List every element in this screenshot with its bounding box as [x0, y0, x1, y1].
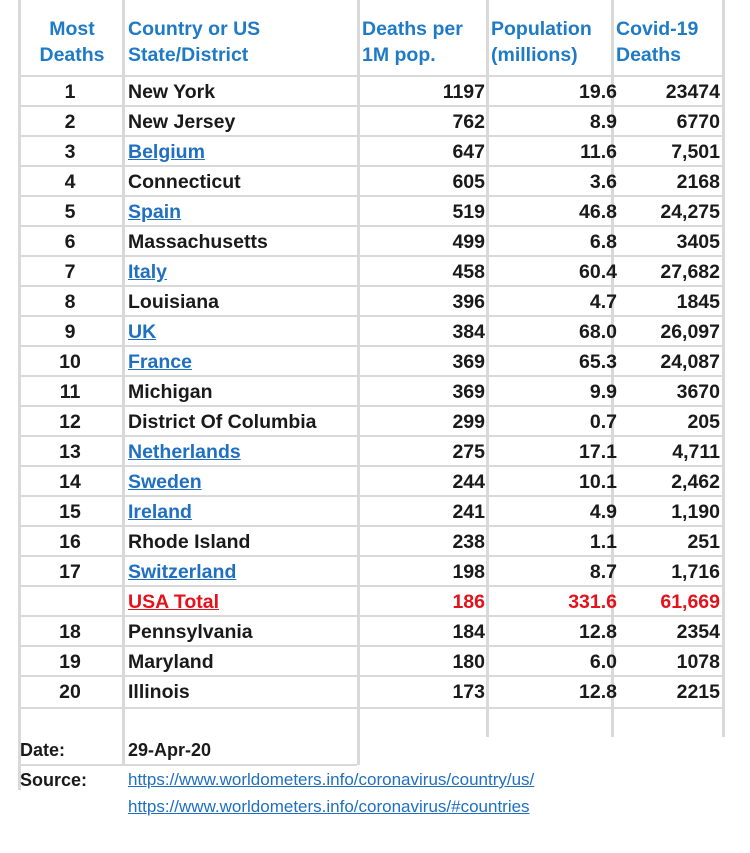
- region-name: Pennsylvania: [128, 621, 253, 643]
- deaths-cell: 1078: [676, 651, 720, 673]
- rank-cell: 12: [59, 411, 81, 433]
- deaths-cell: 26,097: [660, 321, 720, 343]
- source-label: Source:: [20, 770, 88, 790]
- rank-cell: 6: [64, 231, 76, 253]
- table-row: [20, 435, 725, 467]
- table-row: [20, 75, 725, 107]
- table-row: [20, 225, 725, 257]
- population-cell: 17.1: [579, 441, 617, 463]
- rank-cell: 3: [64, 141, 76, 163]
- region-name: District Of Columbia: [128, 411, 317, 433]
- table-row: [20, 315, 725, 347]
- country-link[interactable]: Sweden: [128, 471, 202, 493]
- deaths-cell: 24,087: [660, 351, 720, 373]
- rank-cell: 7: [64, 261, 76, 283]
- deaths-per-million-cell: 762: [452, 111, 485, 133]
- table-row: [20, 615, 725, 647]
- population-cell: 68.0: [579, 321, 617, 343]
- region-name: Michigan: [128, 381, 213, 403]
- deaths-per-million-cell: 519: [452, 201, 485, 223]
- population-cell: 10.1: [579, 471, 617, 493]
- region-name: Massachusetts: [128, 231, 268, 253]
- table-row: [20, 555, 725, 587]
- deaths-per-million-cell: 384: [452, 321, 485, 343]
- rank-cell: 20: [59, 681, 81, 703]
- population-cell: 6.0: [589, 651, 617, 673]
- header-name: [128, 16, 260, 68]
- table-row: [20, 405, 725, 437]
- deaths-cell: 205: [687, 411, 720, 433]
- country-link[interactable]: Switzerland: [128, 561, 237, 583]
- deaths-per-million-cell: 180: [452, 651, 485, 673]
- deaths-cell: 2215: [676, 681, 720, 703]
- deaths-per-million-cell: 184: [452, 621, 485, 643]
- rank-cell: 15: [59, 501, 81, 523]
- empty-row: [20, 707, 725, 739]
- table-row: [20, 105, 725, 137]
- region-name: New Jersey: [128, 111, 236, 133]
- country-link[interactable]: USA Total: [128, 591, 219, 613]
- rank-cell: 18: [59, 621, 81, 643]
- region-name: Illinois: [128, 681, 190, 703]
- deaths-per-million-cell: 605: [452, 171, 485, 193]
- table-row: [20, 675, 725, 707]
- population-cell: 6.8: [589, 231, 617, 253]
- region-name: Louisiana: [128, 291, 220, 313]
- population-cell: 8.7: [589, 561, 617, 583]
- rank-cell: 9: [64, 321, 76, 343]
- population-cell: 3.6: [589, 171, 617, 193]
- rank-cell: 4: [64, 171, 76, 193]
- population-cell: 19.6: [579, 81, 617, 103]
- country-link[interactable]: Ireland: [128, 501, 192, 523]
- population-cell: 331.6: [568, 591, 617, 613]
- deaths-cell: 7,501: [671, 141, 720, 163]
- header-deaths: [616, 16, 698, 68]
- header-deaths-line1: Covid-19: [616, 18, 699, 40]
- population-cell: 12.8: [579, 621, 617, 643]
- total-row: [20, 585, 725, 617]
- header-deaths-line2: Deaths: [616, 44, 682, 66]
- population-cell: 4.7: [589, 291, 617, 313]
- deaths-per-million-cell: 369: [452, 381, 485, 403]
- table-row: [20, 135, 725, 167]
- header-row: [0, 0, 725, 74]
- deaths-cell: 27,682: [660, 261, 720, 283]
- population-cell: 9.9: [589, 381, 617, 403]
- deaths-cell: 3405: [676, 231, 720, 253]
- region-name: Rhode Island: [128, 531, 251, 553]
- header-name-line2: State/District: [128, 44, 249, 66]
- header-rank-line1: Most: [49, 18, 95, 40]
- table-row: [20, 285, 725, 317]
- deaths-per-million-cell: 173: [452, 681, 485, 703]
- rank-cell: 5: [64, 201, 76, 223]
- region-name: Connecticut: [128, 171, 241, 193]
- table-row: [20, 465, 725, 497]
- country-link[interactable]: Italy: [128, 261, 168, 283]
- source-link-countries[interactable]: https://www.worldometers.info/coronavirus/#countries: [128, 797, 530, 816]
- deaths-cell: 2168: [676, 171, 720, 193]
- deaths-cell: 1,190: [671, 501, 720, 523]
- deaths-cell: 251: [687, 531, 720, 553]
- rank-cell: 17: [59, 561, 81, 583]
- rank-cell: 2: [64, 111, 76, 133]
- rank-cell: 8: [64, 291, 76, 313]
- deaths-per-million-cell: 1197: [442, 81, 485, 103]
- header-pop: [491, 16, 592, 68]
- header-rank-line2: Deaths: [39, 44, 105, 66]
- population-cell: 12.8: [579, 681, 617, 703]
- table-row: [20, 195, 725, 227]
- deaths-cell: 1845: [676, 291, 720, 313]
- table-row: [20, 645, 725, 677]
- table-row: [20, 495, 725, 527]
- region-name: Maryland: [128, 651, 214, 673]
- deaths-cell: 23474: [665, 81, 720, 103]
- date-value: 29-Apr-20: [128, 740, 212, 760]
- deaths-cell: 2354: [676, 621, 720, 643]
- rank-cell: 19: [59, 651, 81, 673]
- header-pop-line1: Population: [491, 18, 592, 40]
- header-dpm: [362, 16, 463, 68]
- country-link[interactable]: Spain: [128, 201, 182, 223]
- deaths-per-million-cell: 369: [452, 351, 485, 373]
- table-row: [20, 525, 725, 557]
- table-row: [20, 375, 725, 407]
- header-rank: [22, 16, 122, 68]
- date-label: Date:: [20, 740, 66, 760]
- deaths-per-million-cell: 244: [452, 471, 485, 493]
- deaths-per-million-cell: 241: [452, 501, 485, 523]
- deaths-per-million-cell: 458: [452, 261, 485, 283]
- deaths-per-million-cell: 499: [452, 231, 485, 253]
- deaths-cell: 2,462: [671, 471, 720, 493]
- deaths-cell: 1,716: [671, 561, 720, 583]
- header-pop-line2: (millions): [491, 44, 578, 66]
- population-cell: 0.7: [589, 411, 617, 433]
- population-cell: 60.4: [579, 261, 617, 283]
- population-cell: 11.6: [580, 141, 617, 163]
- header-name-line1: Country or US: [128, 18, 261, 40]
- deaths-cell: 61,669: [660, 591, 720, 613]
- deaths-cell: 6770: [676, 111, 720, 133]
- deaths-cell: 4,711: [672, 441, 720, 463]
- population-cell: 1.1: [589, 531, 617, 553]
- country-link[interactable]: Belgium: [128, 141, 205, 163]
- deaths-per-million-cell: 186: [452, 591, 485, 613]
- rank-cell: 10: [59, 351, 81, 373]
- rank-cell: 11: [59, 381, 81, 403]
- country-link[interactable]: Netherlands: [128, 441, 241, 463]
- deaths-per-million-cell: 238: [452, 531, 485, 553]
- header-dpm-line2: 1M pop.: [362, 44, 436, 66]
- deaths-cell: 24,275: [660, 201, 720, 223]
- rank-cell: 13: [59, 441, 81, 463]
- deaths-per-million-cell: 396: [452, 291, 485, 313]
- region-name: New York: [128, 81, 216, 103]
- population-cell: 65.3: [579, 351, 617, 373]
- source-link-us[interactable]: https://www.worldometers.info/coronavirus/country/us/: [128, 770, 535, 789]
- header-dpm-line1: Deaths per: [362, 18, 463, 40]
- rank-cell: 14: [59, 471, 81, 493]
- rank-cell: 16: [59, 531, 81, 553]
- table-row: [20, 255, 725, 287]
- population-cell: 46.8: [579, 201, 617, 223]
- deaths-per-million-cell: 647: [452, 141, 485, 163]
- table-row: [20, 165, 725, 197]
- rank-cell: 1: [64, 81, 76, 103]
- deaths-cell: 3670: [676, 381, 720, 403]
- deaths-per-million-cell: 299: [452, 411, 485, 433]
- rank-cell: [20, 587, 120, 617]
- deaths-per-million-cell: 198: [452, 561, 485, 583]
- country-link[interactable]: UK: [128, 321, 157, 343]
- population-cell: 4.9: [589, 501, 617, 523]
- deaths-per-million-cell: 275: [452, 441, 485, 463]
- table-row: [20, 345, 725, 377]
- country-link[interactable]: France: [128, 351, 192, 373]
- population-cell: 8.9: [589, 111, 617, 133]
